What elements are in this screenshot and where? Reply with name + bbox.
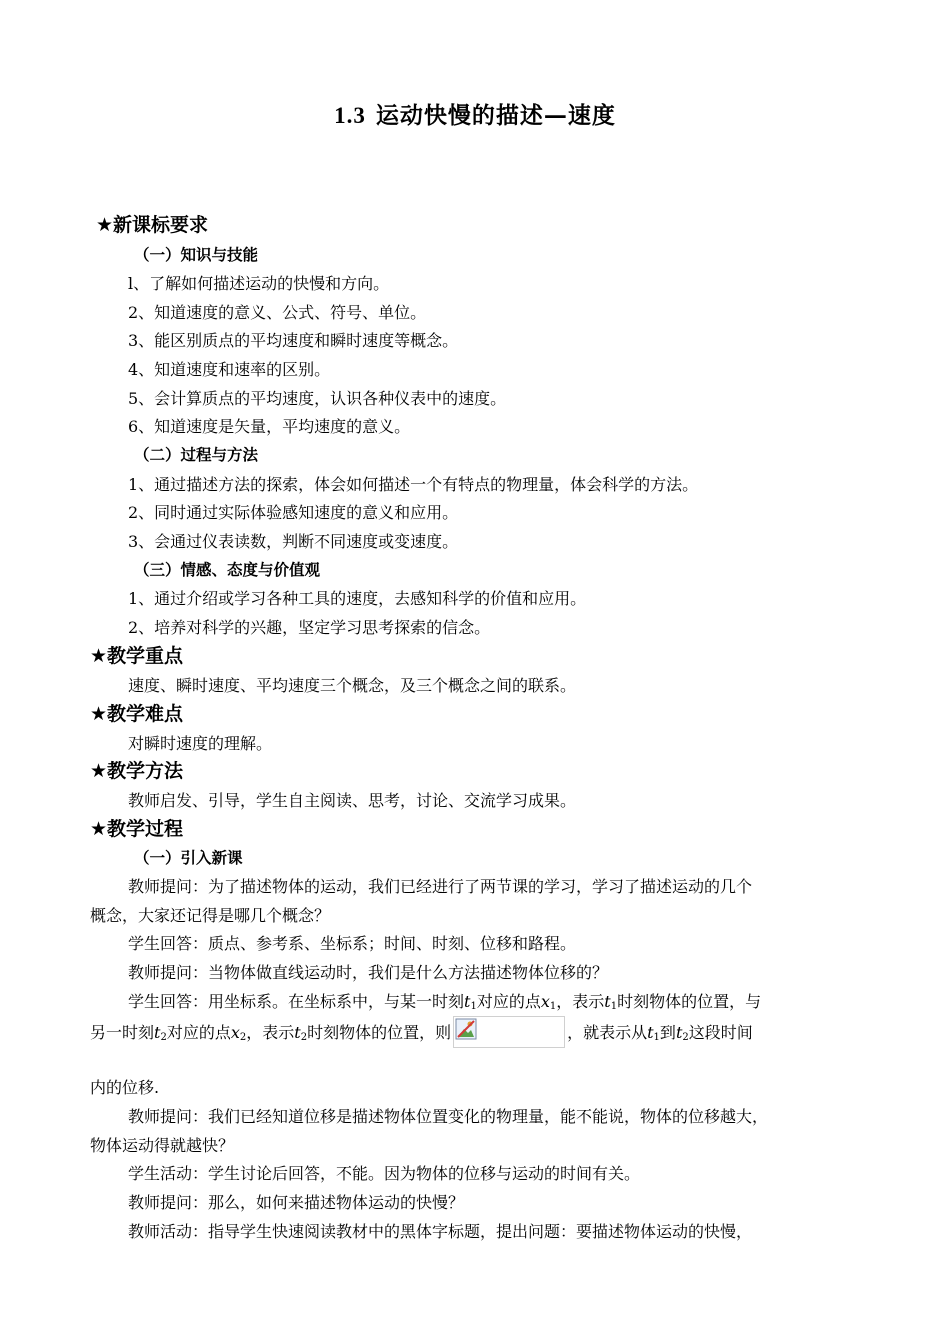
paragraph: 教师活动：指导学生快速阅读教材中的黑体字标题，提出问题：要描述物体运动的快慢， bbox=[128, 1222, 753, 1241]
list-item: 2、培养对科学的兴趣，坚定学习思考探索的信念。 bbox=[128, 618, 491, 637]
section-heading: ★教学重点 bbox=[90, 645, 184, 667]
broken-image bbox=[453, 1016, 565, 1048]
list-item: 5、会计算质点的平均速度，认识各种仪表中的速度。 bbox=[128, 389, 507, 408]
section-heading: ★教学难点 bbox=[90, 703, 184, 725]
paragraph: 教师提问：为了描述物体的运动，我们已经进行了两节课的学习，学习了描述运动的几个 bbox=[128, 877, 753, 896]
subsection-heading: （一）知识与技能 bbox=[134, 246, 259, 264]
list-item: 2、同时通过实际体验感知速度的意义和应用。 bbox=[128, 503, 459, 522]
section-heading: ★教学过程 bbox=[90, 818, 184, 840]
paragraph: 对瞬时速度的理解。 bbox=[128, 734, 273, 753]
paragraph: 速度、瞬时速度、平均速度三个概念，及三个概念之间的联系。 bbox=[128, 676, 577, 695]
paragraph: 物体运动得就越快？ bbox=[90, 1136, 235, 1155]
paragraph: 另一时刻$t_2$对应的点$x_2$，表示$t_2$时刻物体的位置，则 ，就表示从$t_1$到$t_2$这段时间 bbox=[90, 1016, 753, 1052]
subsection-heading: （二）过程与方法 bbox=[134, 446, 259, 464]
paragraph: 教师提问：当物体做直线运动时，我们是什么方法描述物体位移的？ bbox=[128, 963, 609, 982]
section-heading: ★新课标要求 bbox=[96, 214, 209, 236]
list-item: 1、通过介绍或学习各种工具的速度，去感知科学的价值和应用。 bbox=[128, 589, 587, 608]
paragraph: 内的位移. bbox=[90, 1078, 160, 1097]
paragraph: 学生回答：用坐标系。在坐标系中，与某一时刻$t_1$对应的点$x_1$，表示$t_1$时刻物体的位置，与 bbox=[128, 992, 762, 1012]
page-title: 1.3 运动快慢的描述—速度 bbox=[334, 102, 616, 129]
list-item: 6、知道速度是矢量，平均速度的意义。 bbox=[128, 417, 411, 436]
paragraph: 教师提问：那么，如何来描述物体运动的快慢？ bbox=[128, 1193, 465, 1212]
list-item: 3、会通过仪表读数，判断不同速度或变速度。 bbox=[128, 532, 459, 551]
list-item: l、了解如何描述运动的快慢和方向。 bbox=[128, 274, 390, 293]
list-item: 2、知道速度的意义、公式、符号、单位。 bbox=[128, 303, 427, 322]
paragraph: 教师提问：我们已经知道位移是描述物体位置变化的物理量，能不能说，物体的位移越大， bbox=[128, 1107, 769, 1126]
subsection-heading: （一）引入新课 bbox=[134, 849, 243, 867]
list-item: 3、能区别质点的平均速度和瞬时速度等概念。 bbox=[128, 331, 459, 350]
section-heading: ★教学方法 bbox=[90, 760, 184, 782]
paragraph: 教师启发、引导，学生自主阅读、思考，讨论、交流学习成果。 bbox=[128, 791, 577, 810]
paragraph: 概念，大家还记得是哪几个概念？ bbox=[90, 906, 331, 925]
paragraph: 学生活动：学生讨论后回答，不能。因为物体的位移与运动的时间有关。 bbox=[128, 1164, 641, 1183]
list-item: 1、通过描述方法的探索，体会如何描述一个有特点的物理量，体会科学的方法。 bbox=[128, 475, 699, 494]
subsection-heading: （三）情感、态度与价值观 bbox=[134, 561, 321, 579]
paragraph: 学生回答：质点、参考系、坐标系；时间、时刻、位移和路程。 bbox=[128, 934, 577, 953]
list-item: 4、知道速度和速率的区别。 bbox=[128, 360, 331, 379]
broken-image-icon bbox=[455, 1018, 477, 1040]
